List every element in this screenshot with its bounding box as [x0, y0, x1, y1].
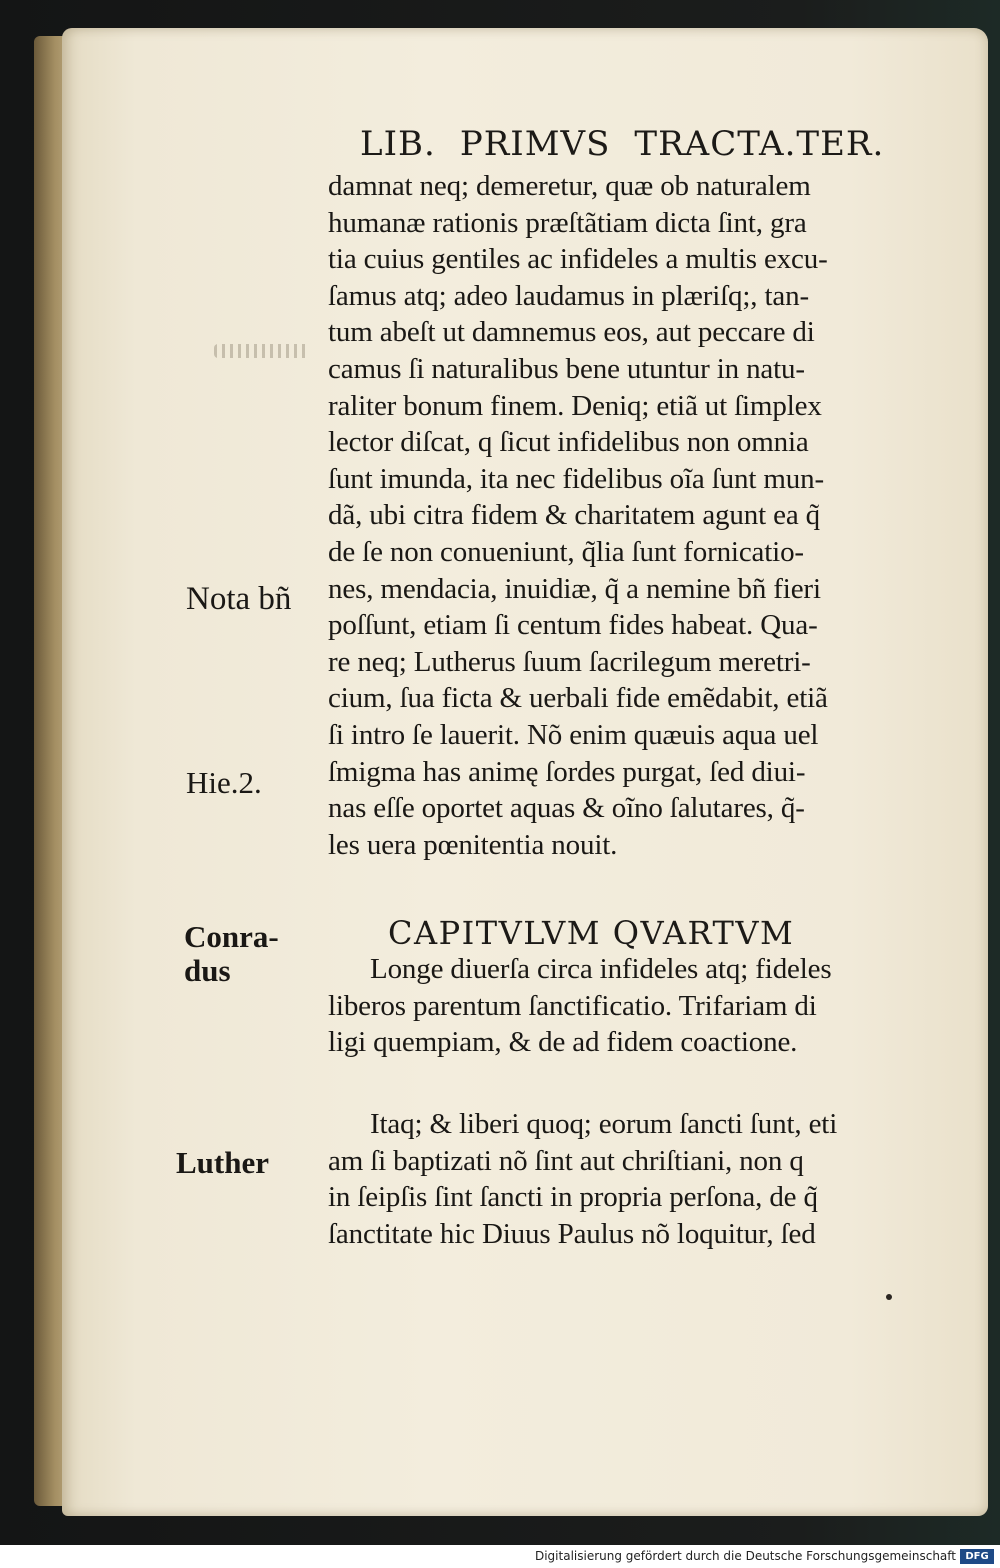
text-line: de ſe non conueniunt, q̃lia ſunt fornicatio- — [328, 535, 804, 568]
text-line: ſi intro ſe lauerit. Nõ enim quæuis aqua uel — [328, 718, 819, 751]
text-line: lector diſcat, q ſicut infidelibus non omnia — [328, 426, 809, 459]
text-line: les uera pœnitentia nouit. — [328, 828, 618, 861]
faded-marginal-mark — [214, 344, 310, 358]
text-line: am ſi baptizati nõ ſint aut chriſtiani, non q — [328, 1144, 804, 1177]
text-line: ſamus atq; adeo laudamus in plæriſq;, tan- — [328, 279, 809, 312]
chapter-title: CAPITVLVM QVARTVM — [388, 914, 795, 952]
text-line: nes, mendacia, inuidiæ, q̃ a nemine bñ fieri — [328, 572, 821, 605]
chapter-text — [328, 1106, 958, 1252]
text-line: tia cuius gentiles ac infideles a multis excu- — [328, 243, 828, 276]
digitization-credit: Digitalisierung gefördert durch die Deutsche Forschungsgemeinschaft — [0, 1545, 1000, 1568]
text-line: damnat neq; demeretur, quæ ob naturalem — [328, 170, 811, 202]
summary-line: ligi quempiam, & de ad fidem coactione. — [328, 1026, 798, 1059]
ink-spot — [886, 1294, 892, 1300]
text-line: ſunt imunda, ita nec fidelibus oĩa ſunt mun- — [328, 462, 824, 495]
running-head — [360, 124, 920, 164]
text-line: nas eſſe oportet aquas & oĩno ſalutares, q̃- — [328, 792, 805, 825]
chapter-summary — [328, 951, 958, 1061]
dfg-logo: DFG — [960, 1549, 994, 1564]
text-line: dã, ubi citra fidem & charitatem agunt ea q̃ — [328, 499, 820, 532]
running-head-word: LIB. — [360, 124, 436, 164]
text-line: re neq; Lutherus ſuum ſacrilegum meretri- — [328, 645, 811, 678]
marginal-note: Hie.2. — [186, 765, 262, 800]
text-line: ſmigma has animę ſordes purgat, ſed diui- — [328, 755, 806, 788]
summary-line: Longe diuerſa circa infideles atq; fideles — [370, 953, 832, 985]
text-line: poſſunt, etiam ſi centum fides habeat. Qua- — [328, 609, 818, 642]
text-line: tum abeſt ut damnemus eos, aut peccare di — [328, 316, 815, 349]
text-line: Itaq; & liberi quoq; eorum ſancti ſunt, eti — [370, 1108, 838, 1140]
text-line: camus ſi naturalibus bene utuntur in natu- — [328, 352, 805, 385]
running-head-word: PRIMVS — [459, 124, 611, 164]
text-line: cium, ſua ficta & uerbali fide emẽdabit, etiã — [328, 682, 828, 715]
marginal-note: Nota bñ — [186, 581, 292, 617]
running-head-word: TRACTA.TER. — [634, 124, 885, 164]
marginal-note: Luther — [176, 1145, 269, 1180]
text-line: ſanctitate hic Diuus Paulus nõ loquitur, ſed — [328, 1217, 816, 1250]
marginal-note: Conra- dus — [184, 919, 279, 988]
main-text — [328, 168, 958, 863]
text-line: in ſeipſis ſint ſancti in propria perſona, de q̃ — [328, 1181, 818, 1214]
text-line: raliter bonum finem. Deniq; etiã ut ſimplex — [328, 389, 822, 422]
summary-line: liberos parentum ſanctificatio. Trifariam di — [328, 989, 817, 1022]
text-line: humanæ rationis præſtãtiam dicta ſint, gra — [328, 206, 807, 239]
